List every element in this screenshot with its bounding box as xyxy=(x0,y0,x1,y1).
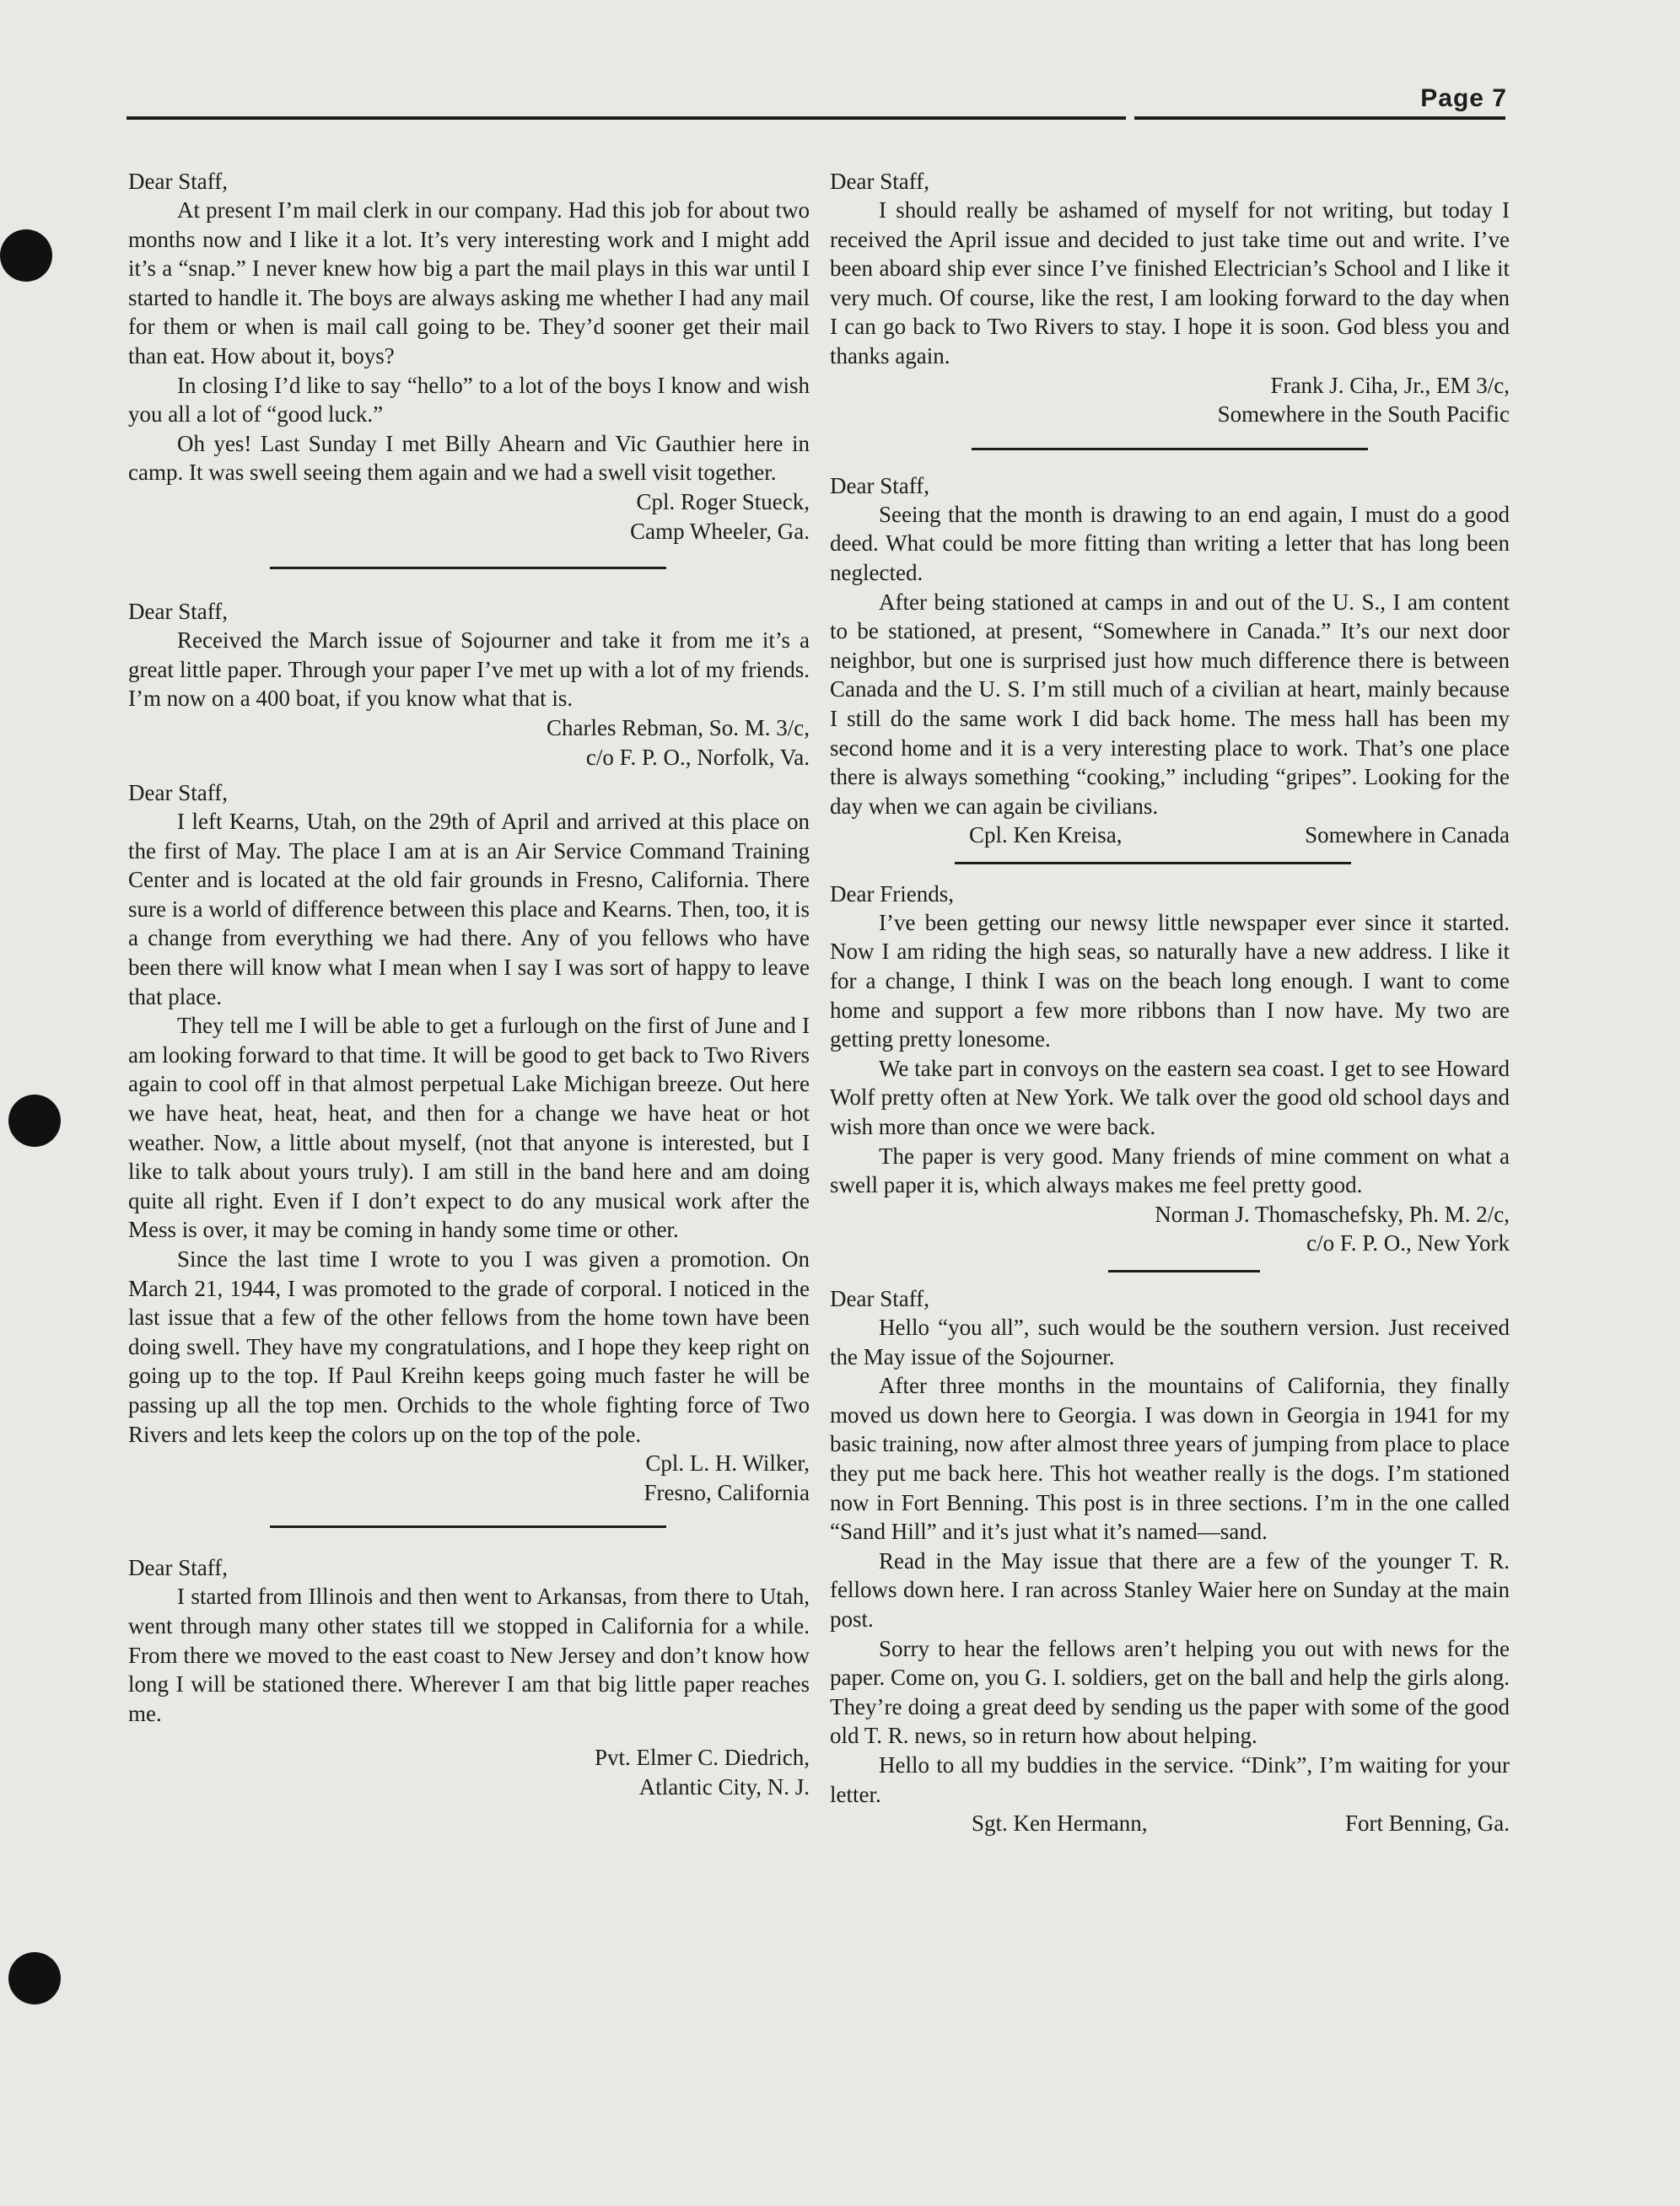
binder-hole-middle xyxy=(8,1095,61,1147)
separator-rule xyxy=(270,1525,666,1528)
right-column xyxy=(830,167,1510,1838)
letter-paragraph: We take part in convoys on the eastern sea coast. I get to see Howard Wolf pretty often at New York. We talk over the good old school days and wish more than once we were back. xyxy=(830,1055,1510,1140)
header-rule-left xyxy=(127,116,1126,120)
signature-location: Fort Benning, Ga. xyxy=(1345,1811,1510,1837)
separator-rule xyxy=(955,862,1351,864)
signature-location: Fresno, California xyxy=(643,1479,810,1505)
letter-greeting: Dear Staff, xyxy=(128,169,228,194)
signature-name: Cpl. Roger Stueck, xyxy=(636,488,810,514)
letter-paragraph: Hello “you all”, such would be the southern version. Just received the May issue of the Sojourner. xyxy=(830,1315,1510,1369)
signature-name: Charles Rebman, So. M. 3/c, xyxy=(547,714,810,740)
letter-wilker xyxy=(128,778,810,1507)
signature-name: Pvt. Elmer C. Diedrich, xyxy=(595,1745,810,1771)
separator-rule xyxy=(972,448,1368,450)
letter-greeting: Dear Staff, xyxy=(830,1286,929,1311)
signature-name: Frank J. Ciha, Jr., EM 3/c, xyxy=(1270,372,1510,398)
letter-greeting: Dear Staff, xyxy=(830,169,929,194)
letter-paragraph: They tell me I will be able to get a furlough on the first of June and I am looking forward to that time. It will be good to get back to Two Rivers again to cool off in that almost perpetual Lake Michigan breeze. Out here we have heat, heat, heat, and then for a change we have heat or hot weather. Now, a little about myself, (not that anyone is interested, but I like to talk about yours truly). I am still in the band here and am doing quite all right. Even if I don’t expect to do any musical work after the Mess is over, it may be coming in handy some time or other. xyxy=(128,1013,810,1243)
left-column xyxy=(128,167,810,1802)
signature-row xyxy=(830,821,1510,850)
letter-paragraph: Received the March issue of Sojourner and take it from me it’s a great little paper. Through your paper I’ve met up with a lot of my friends. I’m now on a 400 boat, if you know what that is. xyxy=(128,627,810,712)
binder-hole-top xyxy=(0,229,52,282)
letter-paragraph: I should really be ashamed of myself for not writing, but today I received the April issue and decided to just take time out and write. I’ve been aboard ship ever since I’ve finished Electrician’s School and I like it very much. Of course, like the rest, I am looking forward to the day when I can go back to Two Rivers to stay. I hope it is soon. God bless you and thanks again. xyxy=(830,197,1510,369)
letter-paragraph: I started from Illinois and then went to Arkansas, from there to Utah, went through many other states till we stopped in California for a while. From there we moved to the east coast to New Jersey and don’t know how long I will be stationed there. Wherever I am that big little paper reaches me. xyxy=(128,1584,810,1726)
letter-greeting: Dear Staff, xyxy=(830,472,929,498)
letter-paragraph: Seeing that the month is drawing to an end again, I must do a good deed. What could be more fitting than writing a letter that has long been neglected. xyxy=(830,501,1510,585)
signature-name: Cpl. Ken Kreisa, xyxy=(969,822,1123,848)
binder-hole-bottom xyxy=(8,1952,61,2004)
signature-row xyxy=(830,1809,1510,1838)
letter-paragraph: Hello to all my buddies in the service. “Dink”, I’m waiting for your letter. xyxy=(830,1751,1510,1807)
signature-name: Norman J. Thomaschefsky, Ph. M. 2/c, xyxy=(1155,1201,1510,1227)
letter-greeting: Dear Staff, xyxy=(128,1555,228,1581)
letter-greeting: Dear Friends, xyxy=(830,880,954,907)
signature-location: c/o F. P. O., Norfolk, Va. xyxy=(585,744,810,770)
letter-greeting: Dear Staff, xyxy=(128,780,228,806)
letter-diedrich xyxy=(128,1553,810,1801)
signature-location: Somewhere in the South Pacific xyxy=(1217,401,1510,428)
signature-location: Atlantic City, N. J. xyxy=(638,1773,810,1800)
letter-paragraph: After being stationed at camps in and out of the U. S., I am content to be stationed, at present, “Somewhere in Canada.” It’s our next door neighbor, but one is surprised just how much difference there is between Canada and the U. S. I’m still much of a civilian at heart, mainly because I still do the same work I did back home. The mess hall has been my second home and it is a very interesting place to work. That’s one place there is always something “cooking,” including “gripes”. Looking for the day when we can again be civilians. xyxy=(830,589,1510,819)
letter-paragraph: After three months in the mountains of California, they finally moved us down here to Georgia. I was down in Georgia in 1941 for my basic training, now after almost three years of jumping from place to place they put me back here. This hot weather really is the dogs. I’m stationed now in Fort Benning. This post is in three sections. I’m in the one called “Sand Hill” and it’s just what it’s named—sand. xyxy=(830,1373,1510,1545)
letter-rebman xyxy=(128,597,810,772)
letter-stueck xyxy=(128,167,810,546)
letter-kreisa xyxy=(830,471,1510,850)
letter-greeting: Dear Staff, xyxy=(128,599,228,625)
signature-location: c/o F. P. O., New York xyxy=(1306,1230,1510,1256)
header-rule-right xyxy=(1134,116,1505,120)
letter-paragraph: Sorry to hear the fellows aren’t helping you out with news for the paper. Come on, you G. I. soldiers, get on the ball and help the girls along. They’re doing a great deed by sending us the paper with some of the good old T. R. news, so in return how about helping. xyxy=(830,1635,1510,1749)
signature-location: Camp Wheeler, Ga. xyxy=(630,518,810,544)
signature-location: Somewhere in Canada xyxy=(1305,822,1510,848)
letter-paragraph: I’ve been getting our newsy little newspaper ever since it started. Now I am riding the high seas, so naturally have a new address. I like it for a change, I think I was on the beach long enough. I want to come home and support a few more ribbons than I now have. My two are getting pretty lonesome. xyxy=(830,909,1510,1052)
separator-rule-short xyxy=(1108,1270,1260,1272)
signature-name: Cpl. L. H. Wilker, xyxy=(645,1450,810,1477)
signature-name: Sgt. Ken Hermann, xyxy=(972,1811,1148,1837)
letter-paragraph: Since the last time I wrote to you I was given a promotion. On March 21, 1944, I was promoted to the grade of corporal. I noticed in the last issue that a few of the other fellows from the home town have been doing swell. They have my congratulations, and I hope they keep right on going up to the top. If Paul Kreihn keeps going much faster he will be passing up all the top men. Orchids to the whole fighting force of Two Rivers and lets keep the colors up on the top of the pole. xyxy=(128,1246,810,1447)
separator-rule xyxy=(270,567,666,569)
letter-paragraph: Read in the May issue that there are a few of the younger T. R. fellows down here. I ran across Stanley Waier here on Sunday at the main post. xyxy=(830,1547,1510,1632)
letter-paragraph: In closing I’d like to say “hello” to a lot of the boys I know and wish you all a lot of “good luck.” xyxy=(128,372,810,428)
page-number: Page 7 xyxy=(1420,84,1507,112)
letter-paragraph: At present I’m mail clerk in our company. Had this job for about two months now and I like it a lot. It’s very interesting work and I might add it’s a “snap.” I never knew how big a part the mail plays in this war until I started to handle it. The boys are always asking me whether I had any mail for them or when is mail call going to be. They’d sooner get their mail than eat. How about it, boys? xyxy=(128,197,810,369)
letter-paragraph: Oh yes! Last Sunday I met Billy Ahearn and Vic Gauthier here in camp. It was swell seeing them again and we had a swell visit together. xyxy=(128,430,810,486)
letter-paragraph: I left Kearns, Utah, on the 29th of April and arrived at this place on the first of May. The place I am at is an Air Service Command Training Center and is located at the old fair grounds in Fresno, California. There sure is a world of difference between this place and Kearns. Then, too, it is a change from everything we had there. Any of you fellows who have been there will know what I mean when I say I was sort of happy to leave that place. xyxy=(128,809,810,1009)
letter-paragraph: The paper is very good. Many friends of mine comment on what a swell paper it is, which always makes me feel pretty good. xyxy=(830,1143,1510,1198)
letter-ciha xyxy=(830,167,1510,429)
letter-hermann xyxy=(830,1284,1510,1838)
letter-thomaschefsky xyxy=(830,880,1510,1258)
